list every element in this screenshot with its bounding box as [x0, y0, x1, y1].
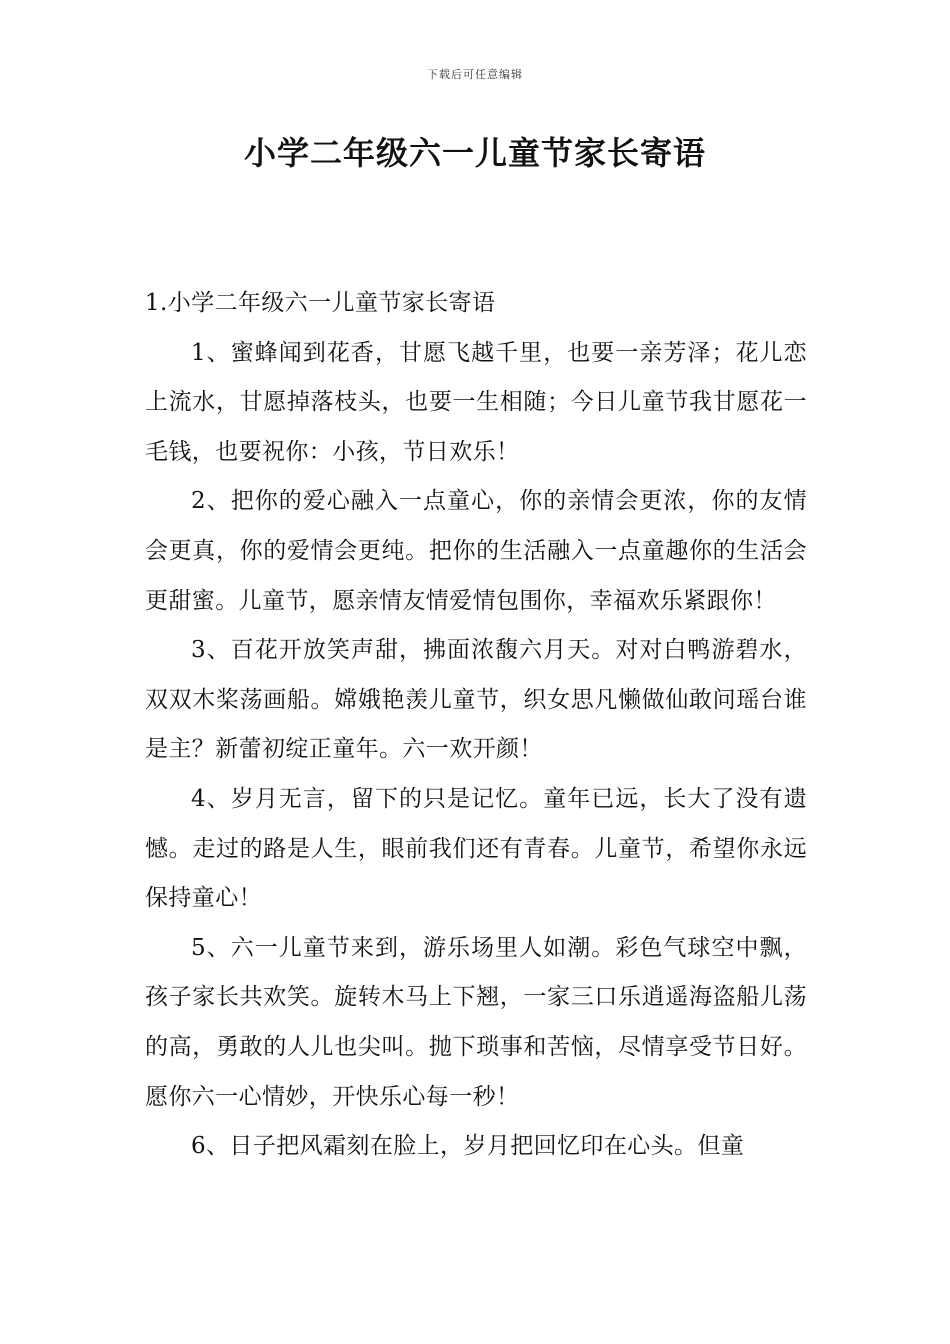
paragraph-2: 2、把你的爱心融入一点童心，你的亲情会更浓，你的友情会更真，你的爱情会更纯。把你的生活融入一点童趣你的生活会更甜蜜。儿童节，愿亲情友情爱情包围你，幸福欢乐紧跟你！ — [145, 488, 807, 614]
paragraph-3: 3、百花开放笑声甜，拂面浓馥六月天。对对白鸭游碧水，双双木桨荡画船。嫦娥艳羡儿童节，织女思凡懒做仙敢问瑶台谁是主？新蕾初绽正童年。六一欢开颜！ — [145, 637, 807, 763]
header-note: 下载后可任意编辑 — [427, 68, 523, 81]
paragraph-4: 4、岁月无言，留下的只是记忆。童年已远，长大了没有遗憾。走过的路是人生，眼前我们还有青春。儿童节，希望你永远保持童心！ — [145, 785, 807, 912]
paragraph-5: 5、六一儿童节来到，游乐场里人如潮。彩色气球空中飘，孩子家长共欢笑。旋转木马上下翘，一家三口乐逍遥海盗船儿荡的高，勇敢的人儿也尖叫。抛下琐事和苦恼，尽情享受节日好。愿你六一心情妙，开快乐心每一秒！ — [145, 934, 807, 1110]
paragraph-1: 1、蜜蜂闻到花香，甘愿飞越千里，也要一亲芳泽；花儿恋上流水，甘愿掉落枝头，也要一生相随；今日儿童节我甘愿花一毛钱，也要祝你：小孩，节日欢乐！ — [145, 339, 807, 465]
section-heading: 1.小学二年级六一儿童节家长寄语 — [145, 290, 496, 316]
document-body — [145, 279, 807, 1172]
document-title: 小学二年级六一儿童节家长寄语 — [243, 134, 706, 172]
paragraph-6: 6、日子把风霜刻在脸上，岁月把回忆印在心头。但童 — [191, 1133, 745, 1160]
